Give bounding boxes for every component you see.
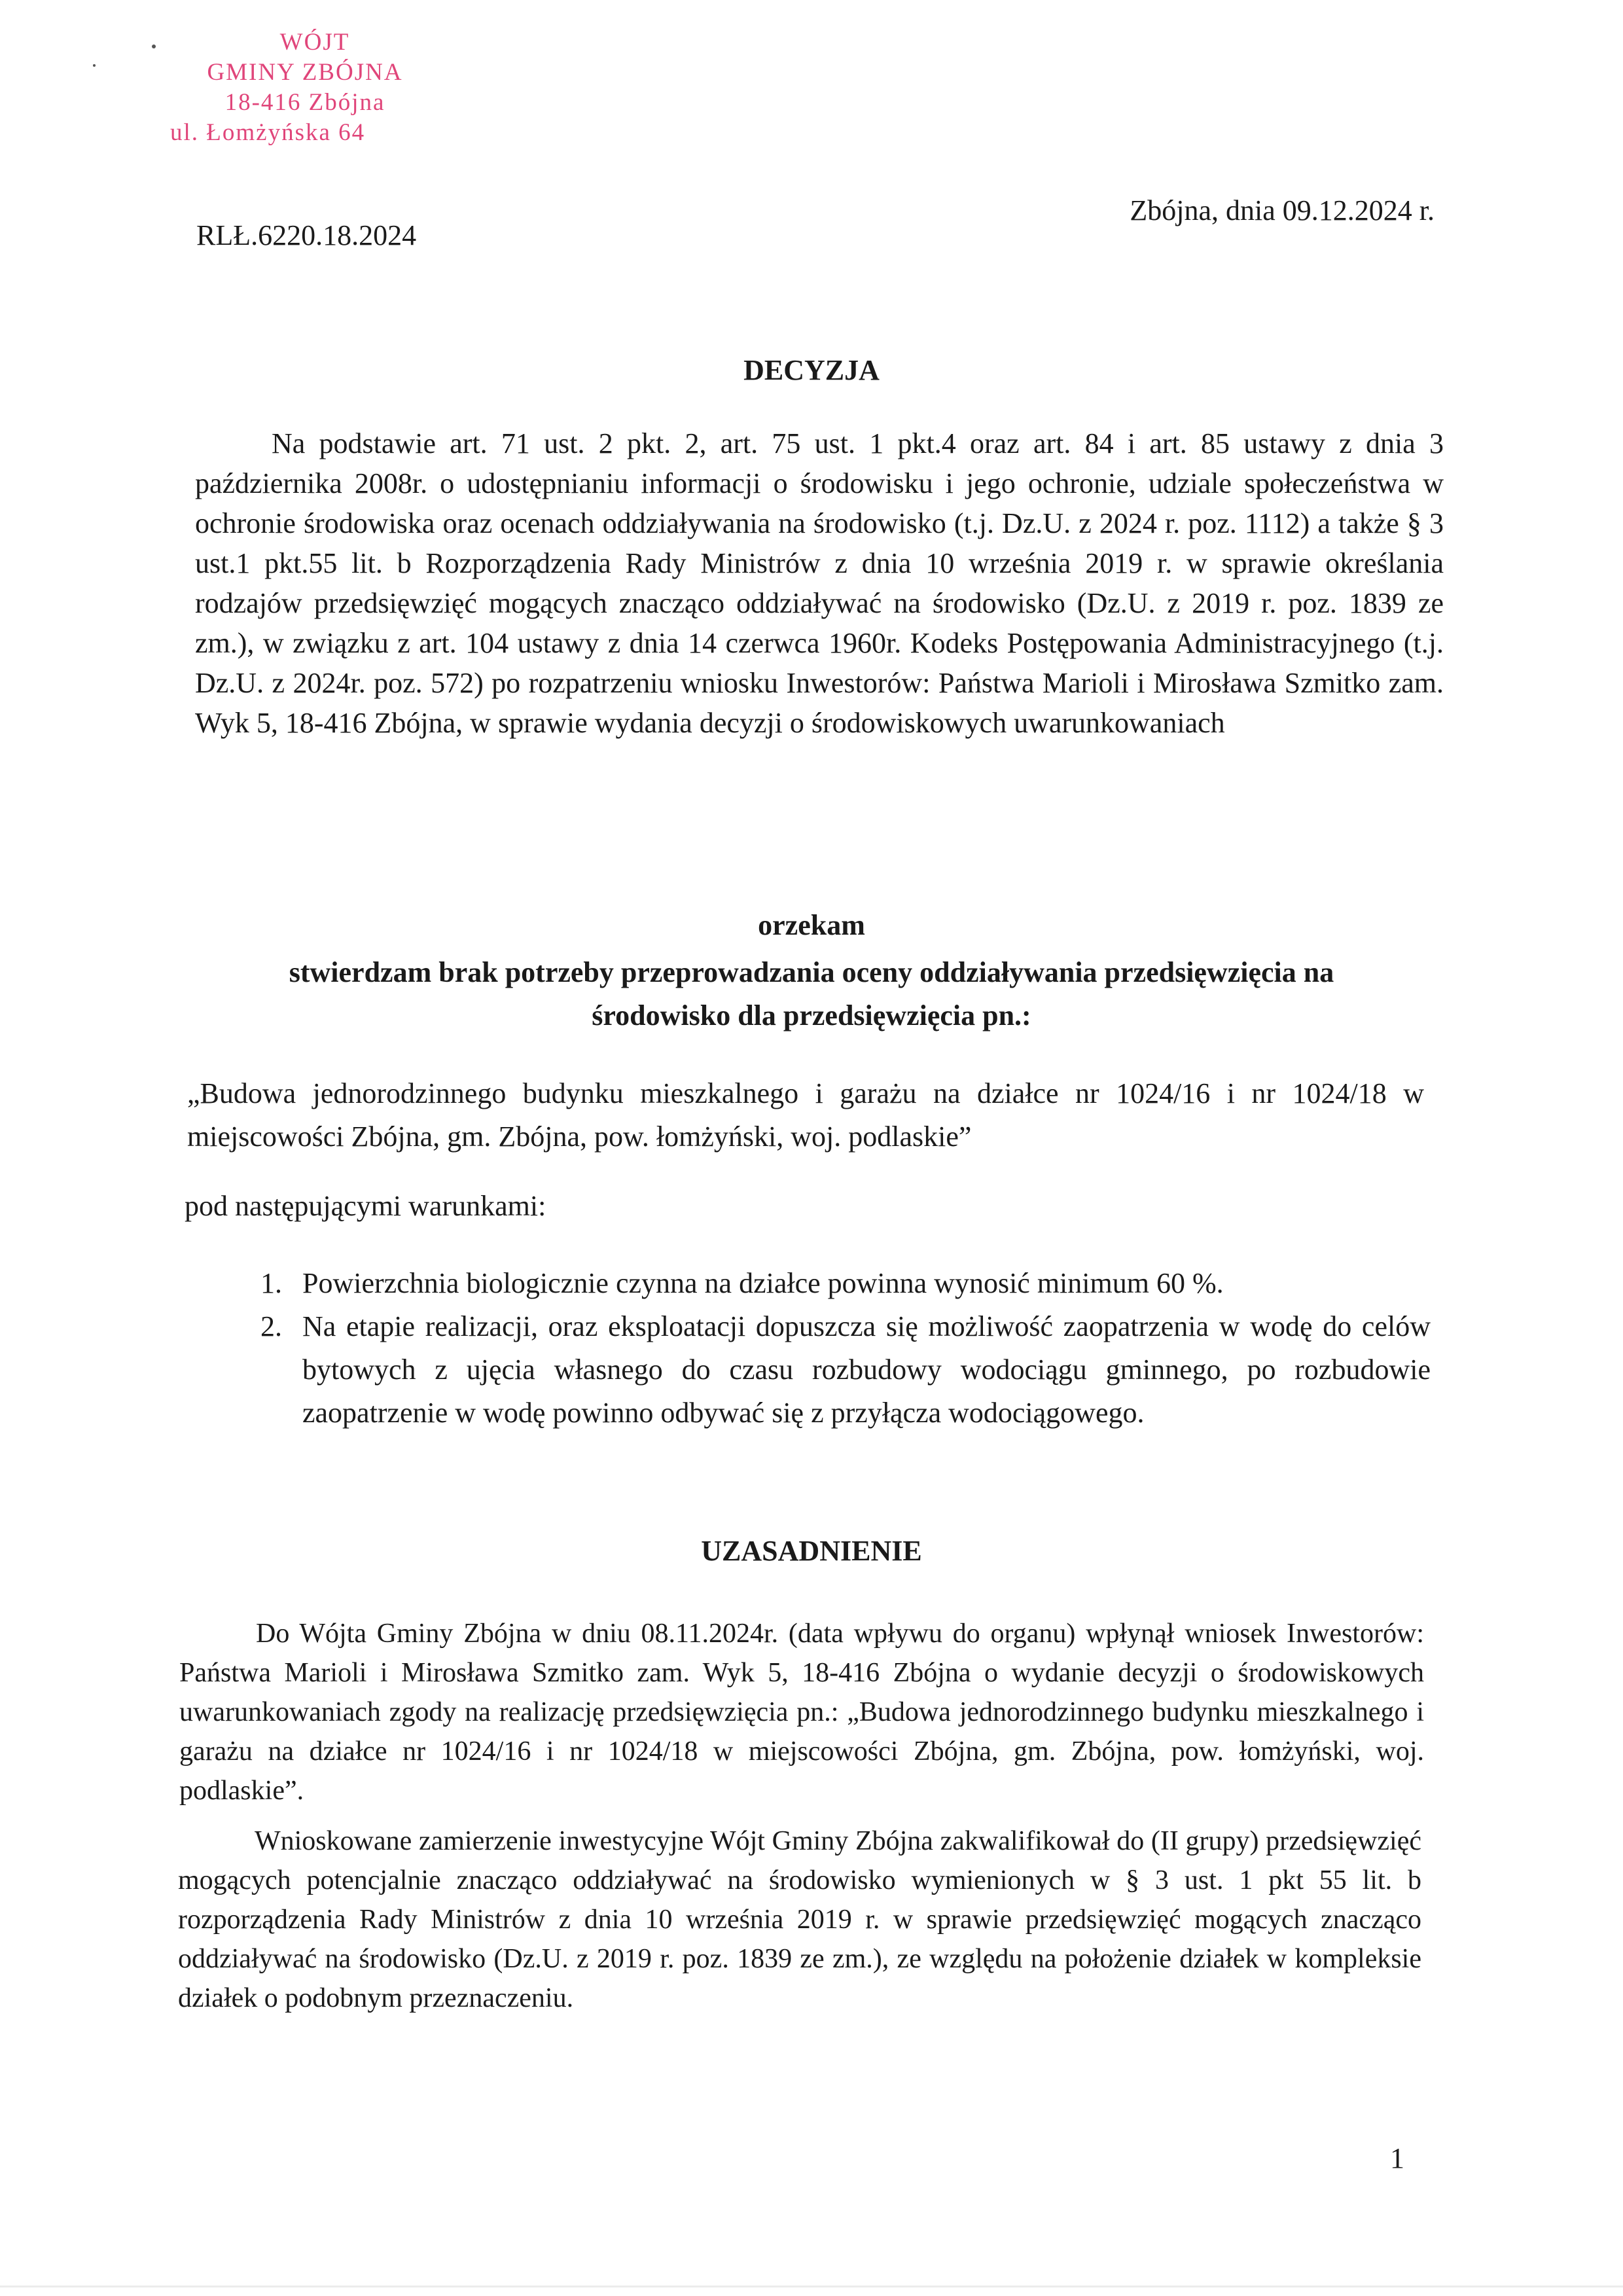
place-date: Zbójna, dnia 09.12.2024 r.	[1130, 194, 1435, 226]
stamp-line-street: ul. Łomżyńska 64	[170, 119, 366, 146]
condition-item	[260, 1262, 1431, 1305]
office-stamp	[168, 27, 442, 148]
reference-number: RLŁ.6220.18.2024	[196, 219, 417, 251]
stamp-line-title: WÓJT	[279, 29, 350, 56]
condition-text: Powierzchnia biologicznie czynna na działce powinna wynosić minimum 60 %.	[302, 1267, 1224, 1299]
page-number: 1	[1390, 2142, 1404, 2174]
project-name: „Budowa jednorodzinnego budynku mieszkalnego i garażu na działce nr 1024/16 i nr 1024/18 w miejscowości Zbójna, gm. Zbójna, pow. łomżyński, woj. podlaskie”	[187, 1077, 1424, 1153]
ruling-line-2: środowisko dla przedsięwzięcia pn.:	[592, 999, 1031, 1031]
condition-text: Na etapie realizacji, oraz eksploatacji dopuszcza się możliwość zaopatrzenia w wodę do celów bytowych z ujęcia własnego do czasu rozbudowy wodociągu gminnego, po rozbudowie zaopatrzenie w wodę powinno odbywać się z przyłącza wodociągowego.	[302, 1310, 1431, 1429]
document-title: DECYZJA	[743, 354, 880, 386]
condition-item	[260, 1305, 1431, 1435]
ruling-line-1: stwierdzam brak potrzeby przeprowadzania oceny oddziaływania przedsięwzięcia na	[289, 956, 1334, 988]
justification-paragraph-1: Do Wójta Gminy Zbójna w dniu 08.11.2024r. (data wpływu do organu) wpłynął wniosek Inwestorów: Państwa Marioli i Mirosława Szmitko zam. Wyk 5, 18-416 Zbójna o wydanie decyzji o środowiskowych uwarunkowaniach zgody na realizację przedsięwzięcia pn.: „Budowa jednorodzinnego budynku mieszkalnego i garażu na działce nr 1024/16 i nr 1024/18 w miejscowości Zbójna, gm. Zbójna, pow. łomżyński, woj. podlaskie”.	[179, 1619, 1424, 1806]
justification-paragraph-2: Wnioskowane zamierzenie inwestycyjne Wójt Gminy Zbójna zakwalifikował do (II grupy) przedsięwzięć mogących potencjalnie znacząco oddziaływać na środowisko wymienionych w § 3 ust. 1 pkt 55 lit. b rozporządzenia Rady Ministrów z dnia 10 września 2019 r. w sprawie przedsięwzięć mogących znacząco oddziaływać na środowisko (Dz.U. z 2019 r. poz. 1839 ze zm.), ze względu na położenie działek w kompleksie działek o podobnym przeznaczeniu.	[178, 1826, 1421, 2013]
conditions-intro: pod następującymi warunkami:	[185, 1190, 546, 1222]
scan-edge-line	[0, 2286, 1623, 2287]
stamp-line-office: GMINY ZBÓJNA	[207, 59, 403, 86]
ruling-heading: orzekam	[758, 909, 865, 941]
stamp-line-postcode: 18-416 Zbójna	[224, 89, 385, 116]
justification-title: UZASADNIENIE	[701, 1535, 922, 1567]
scan-speck	[93, 64, 96, 67]
condition-number: 2.	[260, 1310, 282, 1342]
conditions-list	[260, 1262, 1431, 1435]
condition-number: 1.	[260, 1267, 282, 1299]
scan-speck	[152, 45, 156, 48]
legal-basis-paragraph: Na podstawie art. 71 ust. 2 pkt. 2, art. 75 ust. 1 pkt.4 oraz art. 84 i art. 85 ustawy z dnia 3 października 2008r. o udostępnianiu informacji o środowisku i jego ochronie, udziale społeczeństwa w ochronie środowiska oraz ocenach oddziaływania na środowisko (t.j. Dz.U. z 2024 r. poz. 1112) a także § 3 ust.1 pkt.55 lit. b Rozporządzenia Rady Ministrów z dnia 10 września 2019 r. w sprawie określania rodzajów przedsięwzięć mogących znacząco oddziaływać na środowisko (Dz.U. z 2019 r. poz. 1839 ze zm.), w związku z art. 104 ustawy z dnia 14 czerwca 1960r. Kodeks Postępowania Administracyjnego (t.j. Dz.U. z 2024r. poz. 572) po rozpatrzeniu wniosku Inwestorów: Państwa Marioli i Mirosława Szmitko zam. Wyk 5, 18-416 Zbójna, w sprawie wydania decyzji o środowiskowych uwarunkowaniach	[195, 427, 1444, 739]
